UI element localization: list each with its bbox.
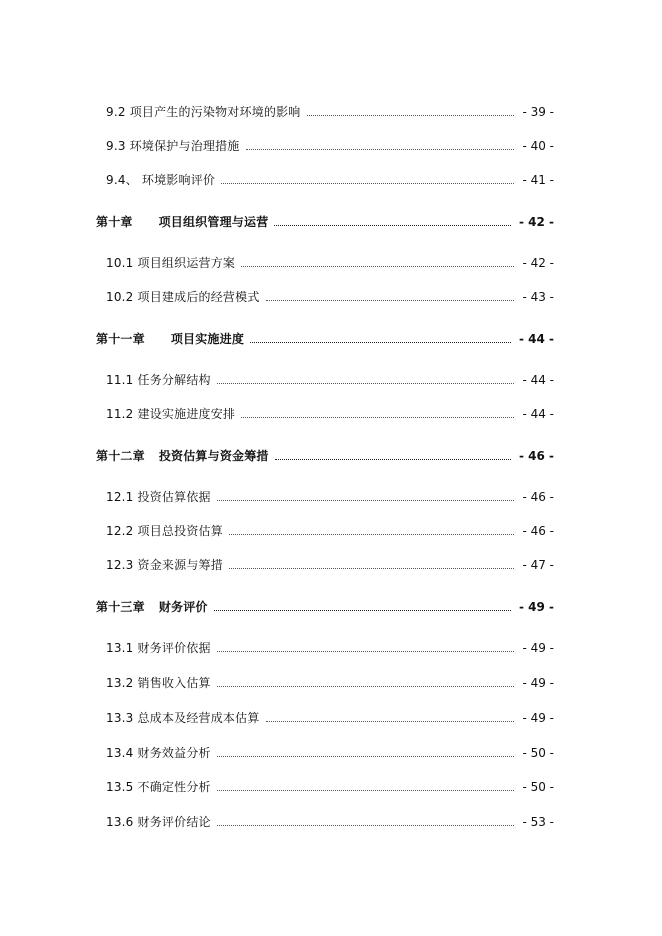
toc-page-number: - 42 -: [518, 215, 554, 229]
dot-leader: [274, 224, 511, 226]
dot-leader: [241, 265, 514, 267]
toc-chapter-label: 第十章 项目组织管理与运营: [96, 215, 269, 229]
toc-page-number: - 39 -: [522, 105, 554, 119]
dot-leader: [217, 789, 515, 791]
toc-entry-13-2[interactable]: [106, 671, 554, 691]
toc-page-number: - 42 -: [522, 256, 554, 270]
toc-entry-13-1[interactable]: [106, 636, 554, 656]
dot-leader: [266, 299, 515, 301]
toc-page-number: - 44 -: [522, 373, 554, 387]
toc-entry-11-2[interactable]: [106, 402, 554, 422]
toc-entry-label: 12.1 投资估算依据: [106, 490, 211, 504]
dot-leader: [214, 609, 511, 611]
dot-leader: [229, 533, 515, 535]
toc-entry-label: 12.3 资金来源与筹措: [106, 558, 223, 572]
toc-entry-label: 12.2 项目总投资估算: [106, 524, 223, 538]
toc-chapter-label: 第十一章 项目实施进度: [96, 332, 245, 346]
dot-leader: [266, 720, 515, 722]
toc-page-number: - 46 -: [518, 449, 554, 463]
toc-entry-label: 9.2 项目产生的污染物对环境的影响: [106, 105, 301, 119]
toc-entry-label: 13.1 财务评价依据: [106, 641, 211, 655]
toc-entry-label: 13.5 不确定性分析: [106, 780, 211, 794]
toc-entry-13-4[interactable]: [106, 741, 554, 761]
toc-entry-label: 10.1 项目组织运营方案: [106, 256, 236, 270]
toc-chapter-12[interactable]: [96, 444, 554, 464]
toc-chapter-11[interactable]: [96, 327, 554, 347]
toc-entry-label: 10.2 项目建成后的经营模式: [106, 290, 260, 304]
toc-entry-9-3[interactable]: [106, 134, 554, 154]
toc-page-number: - 50 -: [522, 746, 554, 760]
dot-leader: [217, 755, 515, 757]
dot-leader: [246, 148, 515, 150]
toc-entry-13-3[interactable]: [106, 706, 554, 726]
toc-chapter-10[interactable]: [96, 210, 554, 230]
toc-entry-label: 11.2 建设实施进度安排: [106, 407, 236, 421]
dot-leader: [275, 458, 511, 460]
toc-entry-label: 13.4 财务效益分析: [106, 746, 211, 760]
toc-page-number: - 47 -: [522, 558, 554, 572]
toc-chapter-label: 第十三章 财务评价: [96, 600, 208, 614]
dot-leader: [217, 824, 515, 826]
dot-leader: [217, 650, 515, 652]
dot-leader: [250, 341, 511, 343]
toc-entry-9-4[interactable]: [106, 168, 554, 188]
toc-entry-13-6[interactable]: [106, 810, 554, 830]
dot-leader: [217, 499, 515, 501]
toc-entry-label: 9.3 环境保护与治理措施: [106, 139, 240, 153]
toc-chapter-label: 第十二章 投资估算与资金筹措: [96, 449, 269, 463]
dot-leader: [217, 685, 515, 687]
toc-entry-label: 13.3 总成本及经营成本估算: [106, 711, 260, 725]
toc-entry-9-2[interactable]: [106, 100, 554, 120]
dot-leader: [307, 114, 515, 116]
toc-page-number: - 49 -: [518, 600, 554, 614]
toc-entry-12-2[interactable]: [106, 519, 554, 539]
toc-page-number: - 44 -: [522, 407, 554, 421]
toc-page-number: - 49 -: [522, 711, 554, 725]
toc-page-number: - 43 -: [522, 290, 554, 304]
toc-page-number: - 46 -: [522, 524, 554, 538]
toc-entry-label: 11.1 任务分解结构: [106, 373, 211, 387]
toc-page-number: - 41 -: [522, 173, 554, 187]
dot-leader: [241, 416, 514, 418]
dot-leader: [217, 382, 515, 384]
toc-entry-12-3[interactable]: [106, 553, 554, 573]
toc-page-number: - 49 -: [522, 676, 554, 690]
toc-page-number: - 46 -: [522, 490, 554, 504]
toc-page-number: - 44 -: [518, 332, 554, 346]
toc-entry-12-1[interactable]: [106, 485, 554, 505]
dot-leader: [229, 567, 515, 569]
toc-page-number: - 40 -: [522, 139, 554, 153]
toc-entry-label: 13.6 财务评价结论: [106, 815, 211, 829]
toc-entry-11-1[interactable]: [106, 368, 554, 388]
toc-page-number: - 50 -: [522, 780, 554, 794]
toc-entry-label: 9.4、 环境影响评价: [106, 173, 216, 187]
toc-entry-10-2[interactable]: [106, 285, 554, 305]
toc-entry-10-1[interactable]: [106, 251, 554, 271]
toc-page-number: - 53 -: [522, 815, 554, 829]
toc-chapter-13[interactable]: [96, 595, 554, 615]
toc-entry-13-5[interactable]: [106, 775, 554, 795]
toc-page-number: - 49 -: [522, 641, 554, 655]
dot-leader: [221, 182, 514, 184]
toc-entry-label: 13.2 销售收入估算: [106, 676, 211, 690]
